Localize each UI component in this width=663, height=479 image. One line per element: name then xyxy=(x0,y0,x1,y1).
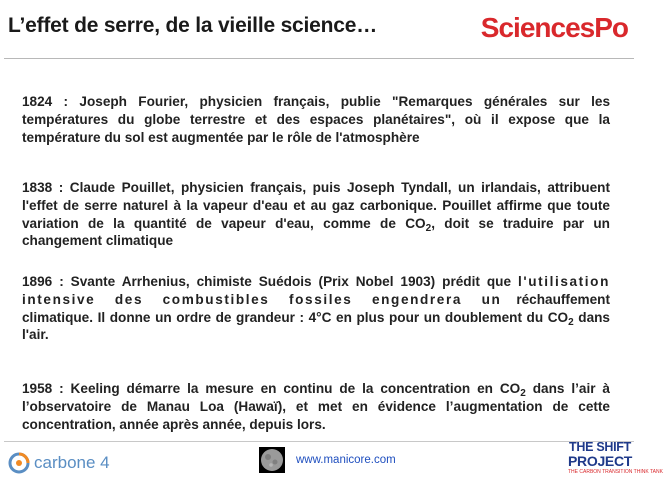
paragraph-1958 xyxy=(22,380,610,433)
slide-title: L’effet de serre, de la vieille science… xyxy=(8,14,378,37)
carbone4-logo xyxy=(8,452,110,474)
paragraph-1838 xyxy=(22,179,610,250)
paragraph-1824 xyxy=(22,93,610,146)
moon-icon xyxy=(259,447,285,473)
shift-logo-line2: PROJECT xyxy=(568,453,633,469)
paragraph-1896-text: réchauffement climatique. Il donne un ordre de grandeur : 4°C en plus pour un doublement du CO xyxy=(22,291,610,325)
manicore-link[interactable]: www.manicore.com xyxy=(296,454,396,466)
shift-logo-tagline: THE CARBON TRANSITION THINK TANK xyxy=(568,469,663,475)
shift-project-logo xyxy=(568,440,663,479)
carbone4-text: carbone 4 xyxy=(34,453,110,472)
paragraph-1896-end: dans l'air. xyxy=(22,309,610,343)
sciencespo-logo: SciencesPo xyxy=(480,12,628,43)
shift-logo-line1: THE SHIFT xyxy=(569,440,631,454)
paragraph-1824-text: 1824 : Joseph Fourier, physicien français, publie "Remarques générales sur les températures du globe terrestre et des espaces planétaires", où il expose que la température du sol est augmentée par le rôle de l'atmosphère xyxy=(22,94,610,145)
paragraph-1958-end: dans l’air à l’observatoire de Manau Loa (Hawaï), et met en évidence l’augmentation de cette concentration, année après année, depuis lors. xyxy=(22,381,610,432)
top-divider xyxy=(4,58,634,59)
paragraph-1896-line2: l'utilisation intensive des combustibles fossiles engendrera un xyxy=(22,274,610,307)
co2-subscript: 2 xyxy=(425,222,432,234)
co2-subscript: 2 xyxy=(568,316,574,328)
paragraph-1896 xyxy=(22,273,610,344)
carbone4-icon xyxy=(8,452,30,474)
paragraph-1838-end: , doit se traduire par un changement climatique xyxy=(22,215,610,249)
paragraph-1838-text: 1838 : Claude Pouillet, physicien français, puis Joseph Tyndall, un irlandais, attribuent l'effet de serre naturel à la vapeur d'eau et au gaz carbonique. Pouillet affirme que toute variation de la quantité de vapeur d'eau, comme de CO xyxy=(22,180,610,231)
paragraph-1896-line1: 1896 : Svante Arrhenius, chimiste Suédois (Prix Nobel 1903) prédit que xyxy=(22,274,512,289)
bottom-divider xyxy=(4,441,634,442)
paragraph-1958-text: 1958 : Keeling démarre la mesure en continu de la concentration en CO xyxy=(22,381,521,396)
co2-subscript: 2 xyxy=(520,388,526,399)
